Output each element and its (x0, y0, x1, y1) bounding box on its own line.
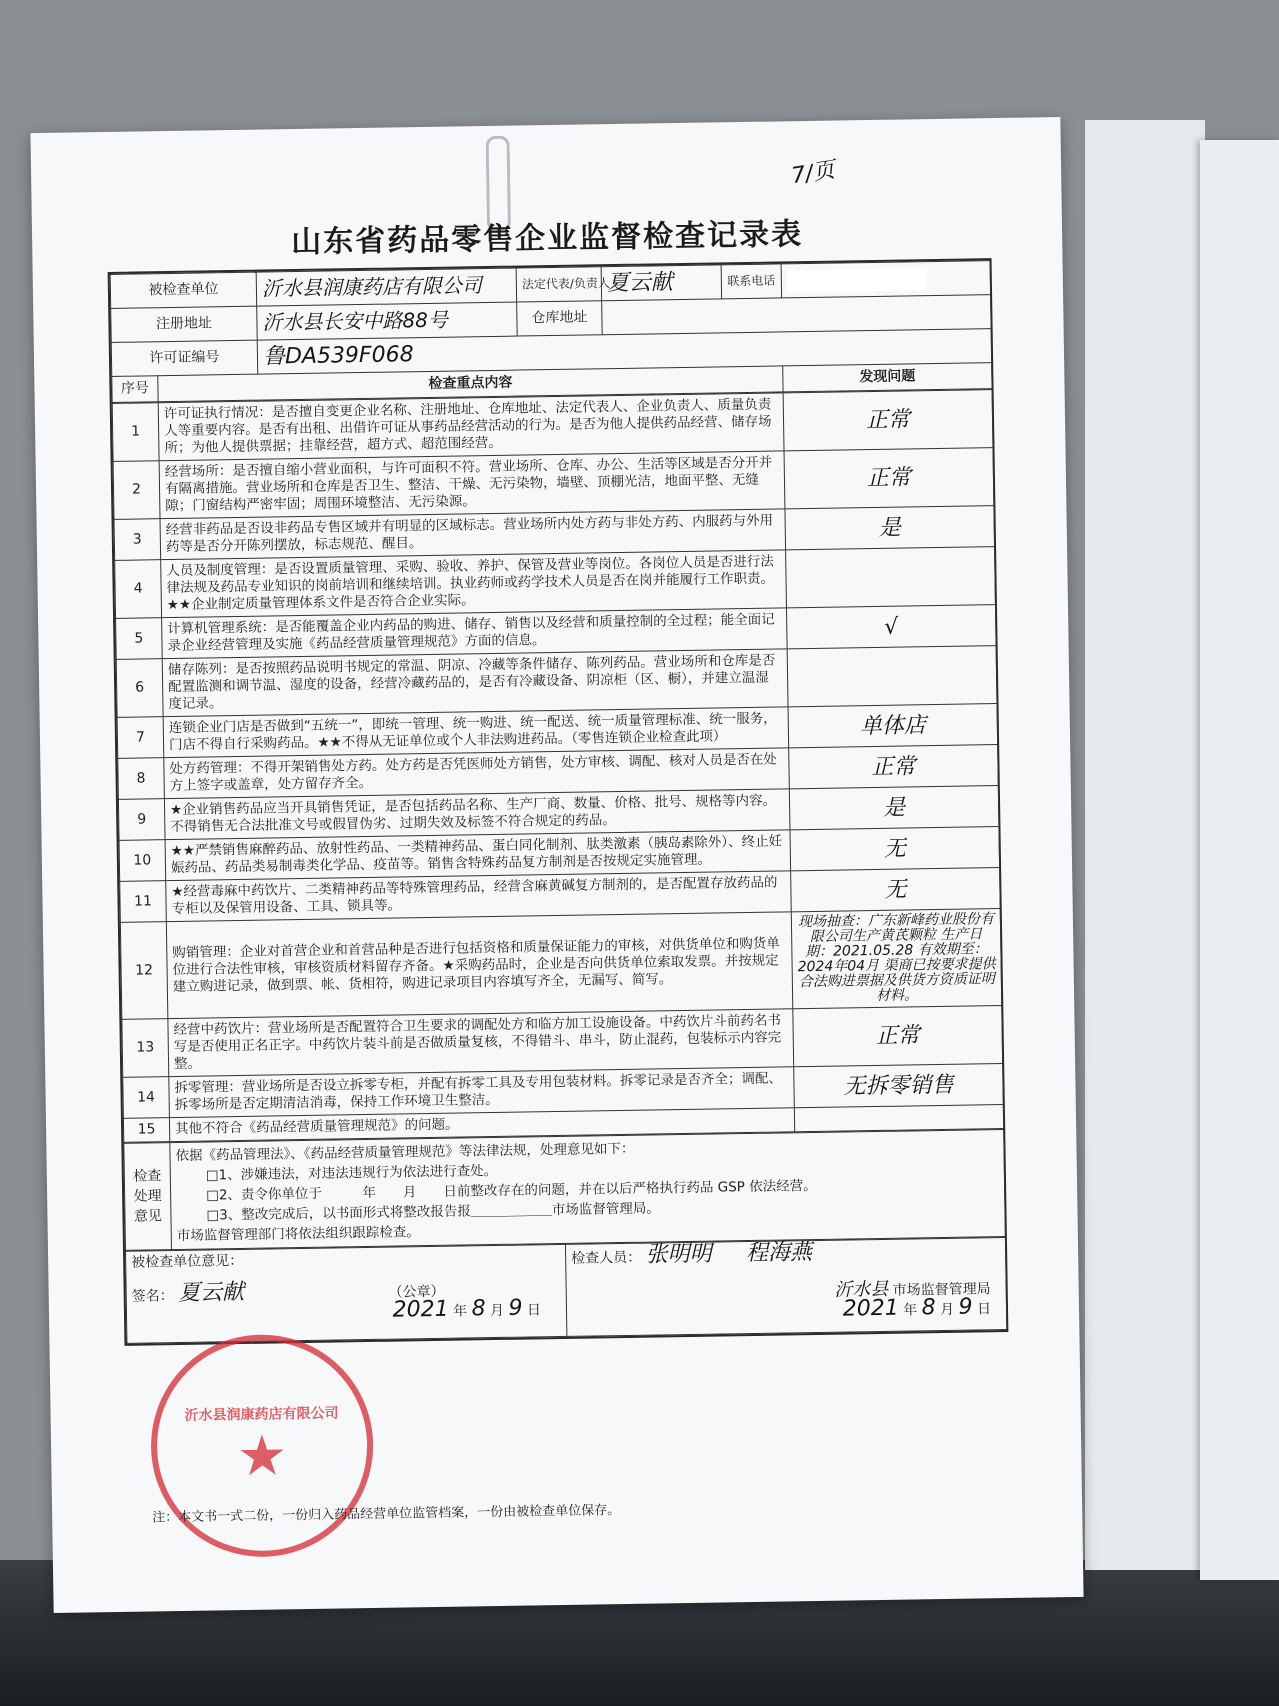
item-result: 正常 (789, 745, 999, 789)
item-number: 6 (116, 659, 163, 718)
form-title: 山东省药品零售企业监督检查记录表 (290, 217, 804, 261)
unit-signature: 夏云献 (177, 1279, 245, 1307)
item-result: 正常 (783, 390, 993, 451)
bureau-signature: 沂水县 (834, 1278, 889, 1301)
background-paper (1085, 120, 1205, 1570)
corner-handwritten-mark: 7/页 (789, 157, 837, 190)
stamp-star-icon: ★ (236, 1422, 288, 1489)
item-content: 购销管理：企业对首营企业和首营品种是否进行包括资格和质量保证能力的审核，对供货单位和购货单位进行合法性审核，审核资质材料留存齐备。★采购药品时，企业是否向供货单位索取发票。并按规定建立购进记录，做到票、帐、货相符，购进记录项目内容填写齐全，无漏写、简写。 (166, 912, 792, 1019)
opinion-label: 检查处理意见 (124, 1143, 172, 1251)
item-content: 人员及制度管理：是否设置质量管理、采购、验收、养护、保管及营业等岗位。各岗位人员是否进行法律法规及药品专业知识的岗前培训和继续培训。执业药师或药学技术人员是否在岗并能履行工作职责。★★企业制定质量管理体系文件是否符合企业实际。 (161, 550, 787, 618)
unit-date-day: 9 (508, 1295, 523, 1321)
warehouse-label: 仓库地址 (517, 301, 603, 336)
item-number: 3 (114, 519, 161, 561)
item-number: 13 (122, 1019, 169, 1078)
bureau-date-month: 8 (921, 1295, 936, 1321)
inspection-table (108, 258, 1009, 1346)
item-number: 5 (116, 618, 163, 660)
table-row (120, 909, 1001, 1020)
item-result: √ (786, 605, 996, 649)
license-value: 鲁DA539F068 (257, 329, 991, 375)
month-char: 月 (940, 1301, 955, 1319)
inspection-form-sheet (30, 117, 1083, 1613)
item-content: ★企业销售药品应当开具销售凭证，是否包括药品名称、生产厂商、数量、价格、批号、规格等内容。不得销售无合法批准文号或假冒伪劣、过期失效及标签不符合规定的药品。 (164, 789, 790, 840)
item-result: 无 (790, 827, 1000, 871)
signature-table (125, 1237, 1007, 1344)
items-table (112, 389, 1005, 1143)
item-content: 经营非药品是否设非药品专售区域并有明显的区域标志。营业场所内处方药与非处方药、内服药与外用药等是否分开陈列摆放，标志规范、醒目。 (160, 509, 786, 560)
seal-label: （公章） (388, 1283, 445, 1301)
legal-rep-value: 夏云献 (601, 265, 722, 301)
bureau-date-day: 9 (958, 1294, 973, 1320)
day-char: 日 (976, 1301, 992, 1318)
phone-label: 联系电话 (721, 264, 782, 299)
item-content: ★经营毒麻中药饮片、二类精神药品等特殊管理药品，经营含麻黄碱复方制剂的，是否配置存放药品的专柜以及保管用设备、工具、锁具等。 (166, 871, 792, 922)
item-number: 7 (117, 717, 164, 759)
item-result: 正常 (793, 1006, 1003, 1067)
item-number: 4 (115, 560, 162, 619)
item-result (787, 646, 997, 707)
opinion-option-1: □1、涉嫌违法，对违法违规行为依法进行查处。 (205, 1162, 498, 1184)
item-result: 是 (789, 786, 999, 830)
item-result: 是 (785, 506, 995, 550)
bureau-date-year: 2021 (842, 1295, 899, 1322)
form-footnote: 注：本文书一式二份，一份归入药品经营单位监管档案，一份由被检查单位保存。 (152, 1503, 621, 1526)
unit-date-year: 2021 (392, 1296, 449, 1323)
item-content: 处方药管理：不得开架销售处方药。处方药是否凭医师处方销售，处方审核、调配、核对人员是否在处方上签字或盖章，处方留存齐全。 (164, 748, 790, 799)
unit-label: 被检查单位 (110, 272, 257, 308)
item-content: 拆零管理：营业场所是否设立拆零专柜，并配有拆零工具及专用包装材料。拆零记录是否齐全；调配、拆零场所是否定期清洁消毒，保持工作环境卫生整洁。 (169, 1067, 795, 1118)
item-result: 单体店 (788, 704, 998, 748)
item-number: 8 (118, 758, 165, 800)
item-content: 许可证执行情况：是否擅自变更企业名称、注册地址、仓库地址、法定代表人、企业负责人、质量负责人等重要内容。是否有出租、出借许可证从事药品经营活动的行为。是否为他人提供药品经营、储存场所；为他人提供票据；挂靠经营，超方式、超范围经营。 (158, 393, 784, 461)
year-char: 年 (453, 1303, 468, 1320)
item-number: 1 (112, 403, 159, 462)
item-number: 14 (123, 1077, 170, 1119)
inspector-label: 检查人员： (571, 1249, 642, 1267)
item-result: 现场抽查：广东新峰药业股份有限公司生产黄芪颗粒 生产日期：2021.05.28 有效期至：2024年04月 渠商已按要求提供合法购进票据及供货方资质证明材料。 (791, 909, 1001, 1009)
legal-rep-label: 法定代表/负责人 (516, 267, 602, 302)
opinion-option-2: □2、责令你单位于 年 月 日前整改存在的问题，并在以后严格执行药品 GSP 依法经营。 (206, 1177, 817, 1204)
license-label: 许可证编号 (111, 340, 258, 376)
inspector-2-signature: 程海燕 (745, 1240, 813, 1267)
unit-opinion-label: 被检查单位意见： (131, 1252, 244, 1271)
address-value: 沂水县长安中路88号 (257, 302, 518, 340)
item-number: 10 (119, 840, 166, 882)
item-content: 经营中药饮片：营业场所是否配置符合卫生要求的调配处方和临方加工设施设备。中药饮片斗前药名书写是否使用正名正字。中药饮片装斗前是否做质量复核，不得错斗、串斗，防止混药，包装标示内容完整。 (168, 1009, 794, 1077)
item-result (786, 547, 996, 608)
sign-label: 签名： (131, 1288, 174, 1305)
opinion-option-3: □3、整改完成后，以书面形式将整改报告报＿＿＿＿＿＿市场监督管理局。 (206, 1200, 660, 1224)
address-label: 注册地址 (111, 306, 258, 342)
inspector-1-signature: 张明明 (645, 1241, 712, 1268)
item-content: 连锁企业门店是否做到“五统一”，即统一管理、统一购进、统一配送、统一质量管理标准、统一服务，门店不得自行采购药品。★★不得从无证单位或个人非法购进药品。（零售连锁企业检查此项） (163, 707, 789, 758)
item-number: 12 (120, 922, 168, 1020)
bureau-label: 市场监督管理局 (892, 1281, 991, 1299)
item-result: 正常 (784, 448, 994, 509)
opinion-followup: 市场监督管理部门将依法组织跟踪检查。 (176, 1224, 420, 1245)
item-number: 15 (123, 1118, 169, 1143)
item-number: 11 (120, 881, 167, 923)
month-char: 月 (489, 1302, 505, 1320)
item-number: 2 (113, 461, 160, 520)
col-header-content: 检查重点内容 (158, 366, 783, 402)
item-result: 无拆零销售 (794, 1064, 1004, 1108)
item-content: ★★严禁销售麻醉药品、放射性药品、一类精神药品、蛋白同化制剂、肽类激素（胰岛素除外）、终止妊娠药品、药品类易制毒类化学品、疫苗等。销售含特殊药品复方制剂是否按规定实施管理。 (165, 830, 791, 881)
item-content: 经营场所：是否擅自缩小营业面积，与许可面积不符。营业场所、仓库、办公、生活等区域是否分开并有隔离措施。营业场所和仓库是否卫生、整洁、干燥、无污染物，墙壁、顶棚光洁，地面平整、无缝隙；门窗结构严密牢固；周围环境整洁、无污染源。 (159, 451, 785, 519)
col-header-no: 序号 (112, 376, 158, 403)
item-content: 其他不符合《药品经营质量管理规范》的问题。 (169, 1108, 794, 1142)
year-char: 年 (903, 1302, 918, 1319)
item-content: 储存陈列：是否按照药品说明书规定的常温、阴凉、冷藏等条件储存、陈列药品。营业场所和仓库是否配置监测和调节温、湿度的设备，经营冷藏药品的，是否有冷藏设备、阴凉柜（区、橱），并建立温湿度记录。 (162, 649, 788, 717)
stamp-text: 沂水县润康药店有限公司 (184, 1404, 339, 1424)
item-result: 无 (791, 868, 1001, 912)
day-char: 日 (526, 1302, 542, 1319)
background-paper-edge (1200, 140, 1279, 1580)
opinion-table (123, 1129, 1006, 1251)
phone-value-redacted (781, 261, 991, 298)
unit-date-month: 8 (471, 1296, 486, 1322)
item-result (794, 1105, 1003, 1132)
opinion-intro: 依据《药品管理法》、《药品经营质量管理规范》等法律法规，处理意见如下： (175, 1140, 635, 1165)
item-content: 计算机管理系统：是否能覆盖企业内药品的购进、储存、销售以及经营和质量控制的全过程；能全面记录企业经营管理及实施《药品经营质量管理规范》方面的信息。 (162, 608, 788, 659)
item-number: 9 (118, 799, 165, 841)
unit-value: 沂水县润康药店有限公司 (256, 268, 517, 306)
col-header-result: 发现问题 (783, 363, 992, 392)
